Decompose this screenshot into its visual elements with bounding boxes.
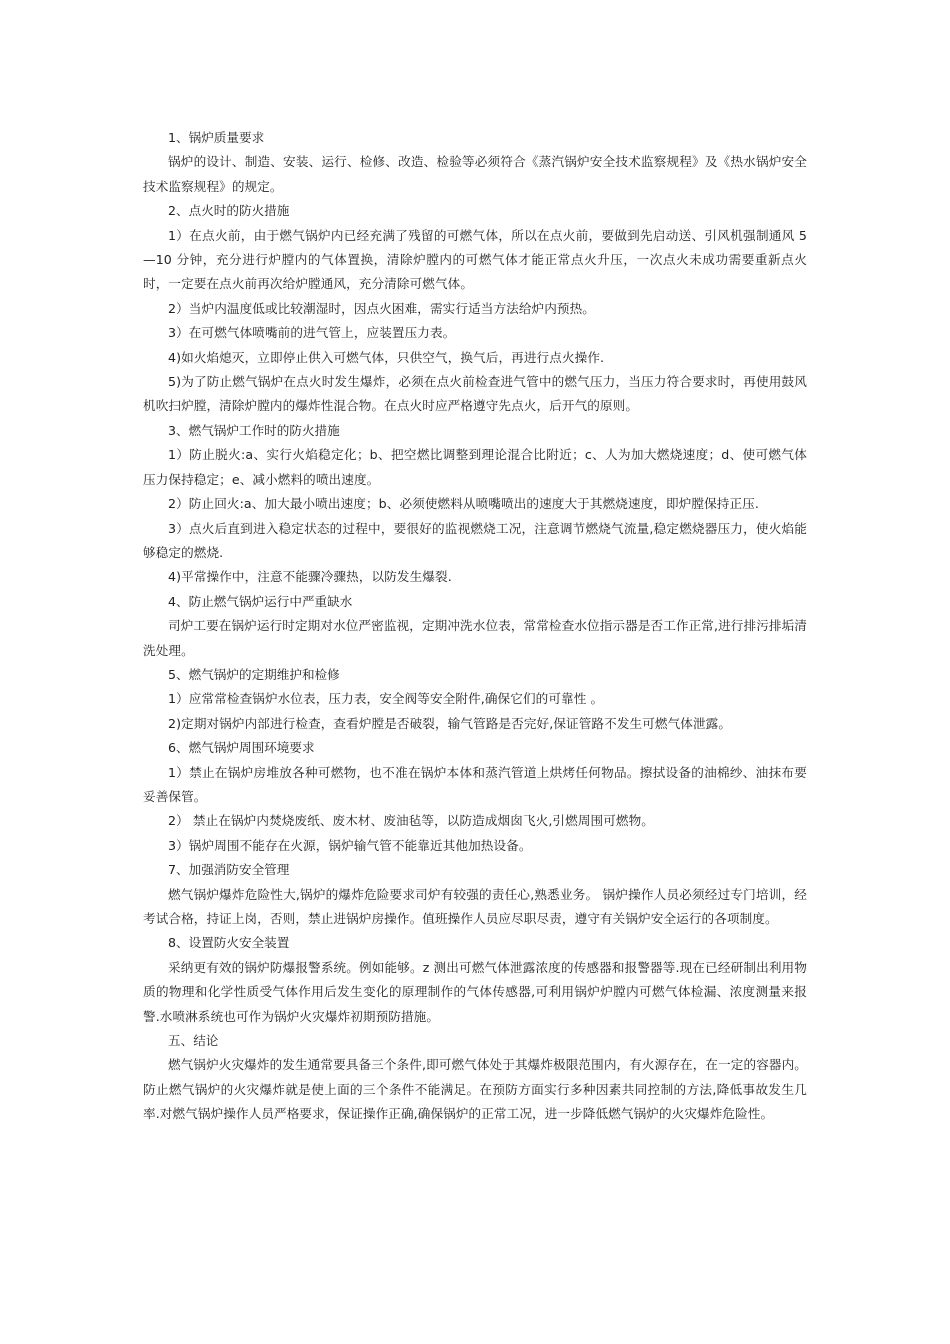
section-heading-boiler-quality: 1、锅炉质量要求 (168, 130, 265, 145)
section-heading-conclusion: 五、结论 (168, 1033, 219, 1049)
paragraph-fire-management: 燃气锅炉爆炸危险性大,锅炉的爆炸危险要求司炉有较强的责任心,熟悉业务。 锅炉操作人员必须经过专门培训，经考试合格，持证上岗，否则，禁止进锅炉房操作。值班操作人员应尽职尽责，遵守有关锅炉安全运行的各项制度。 (143, 886, 807, 926)
document-body (143, 126, 807, 1127)
section-heading-water-shortage: 4、防止燃气锅炉运行中严重缺水 (168, 593, 353, 609)
paragraph-safety-devices: 采纳更有效的锅炉防爆报警系统。例如能够。z 测出可燃气体泄露浓度的传感器和报警器等.现在已经研制出利用物质的物理和化学性质受气体作用后发生变化的原理制作的气体传感器,可利用锅炉炉膛内可燃气体检漏、浓度测量来报警.水喷淋系统也可作为锅炉火灾爆炸初期预防措施。 (143, 959, 807, 1024)
paragraph-conclusion: 燃气锅炉火灾爆炸的发生通常要具备三个条件,即可燃气体处于其爆炸极限范围内，有火源存在，在一定的容器内。防止燃气锅炉的火灾爆炸就是使上面的三个条件不能满足。在预防方面实行多种因素共同控制的方法,降低事故发生几率.对燃气锅炉操作人员严格要求，保证操作正确,确保锅炉的正常工况，进一步降低燃气锅炉的火灾爆炸危险性。 (143, 1057, 807, 1122)
section-heading-fire-management: 7、加强消防安全管理 (168, 862, 290, 878)
paragraph-environment-1: 1）禁止在锅炉房堆放各种可燃物，也不准在锅炉本体和蒸汽管道上烘烤任何物品。擦拭设备的油棉纱、油抹布要妥善保管。 (143, 764, 807, 804)
paragraph-maintenance-1: 1）应常常检查锅炉水位表，压力表，安全阀等安全附件,确保它们的可靠性 。 (168, 691, 604, 707)
section-heading-environment: 6、燃气锅炉周围环境要求 (168, 740, 315, 756)
paragraph-ignition-3: 3）在可燃气体喷嘴前的进气管上，应装置压力表。 (168, 325, 456, 341)
paragraph-ignition-5: 5)为了防止燃气锅炉在点火时发生爆炸，必须在点火前检查进气管中的燃气压力，当压力符合要求时，再使用鼓风机吹扫炉膛，清除炉膛内的爆炸性混合物。在点火时应严格遵守先点火，后开气的原则。 (143, 374, 807, 414)
section-heading-maintenance: 5、燃气锅炉的定期维护和检修 (168, 666, 340, 682)
paragraph-operation-3: 3）点火后直到进入稳定状态的过程中，要很好的监视燃烧工况，注意调节燃烧气流量,稳定燃烧器压力，使火焰能够稳定的燃烧. (143, 520, 807, 560)
paragraph-ignition-4: 4)如火焰熄灭，立即停止供入可燃气体，只供空气，换气后，再进行点火操作. (168, 349, 605, 365)
paragraph-operation-4: 4)平常操作中，注意不能骤冷骤热，以防发生爆裂. (168, 569, 452, 585)
section-heading-ignition: 2、点火时的防火措施 (168, 203, 290, 219)
paragraph-maintenance-2: 2)定期对锅炉内部进行检查，查看炉膛是否破裂，输气管路是否完好,保证管路不发生可燃气体泄露。 (168, 715, 732, 731)
paragraph-operation-1: 1）防止脱火:a、实行火焰稳定化；b、把空燃比调整到理论混合比附近；c、人为加大燃烧速度；d、使可燃气体压力保持稳定；e、减小燃料的喷出速度。 (143, 447, 807, 487)
paragraph-boiler-quality: 锅炉的设计、制造、安装、运行、检修、改造、检验等必须符合《蒸汽锅炉安全技术监察规程》及《热水锅炉安全技术监察规程》的规定。 (143, 154, 807, 194)
paragraph-water-shortage: 司炉工要在锅炉运行时定期对水位严密监视，定期冲洗水位表，常常检查水位指示器是否工作正常,进行排污排垢清洗处理。 (143, 618, 807, 658)
paragraph-environment-3: 3）锅炉周围不能存在火源，锅炉输气管不能靠近其他加热设备。 (168, 837, 532, 853)
paragraph-operation-2: 2）防止回火:a、加大最小喷出速度；b、必须使燃料从喷嘴喷出的速度大于其燃烧速度，即炉膛保持正压. (168, 496, 759, 512)
section-heading-operation: 3、燃气锅炉工作时的防火措施 (168, 422, 340, 438)
paragraph-ignition-1: 1）在点火前，由于燃气锅炉内已经充满了残留的可燃气体，所以在点火前，要做到先启动送、引风机强制通风 5—10 分钟，充分进行炉膛内的气体置换，清除炉膛内的可燃气体才能正常点火升压，一次点火未成功需要重新点火时，一定要在点火前再次给炉膛通风，充分清除可燃气体。 (143, 227, 807, 292)
paragraph-environment-2: 2） 禁止在锅炉内焚烧废纸、废木材、废油毡等，以防造成烟囱飞火,引燃周围可燃物。 (168, 813, 654, 829)
paragraph-ignition-2: 2）当炉内温度低或比较潮湿时，因点火困难，需实行适当方法给炉内预热。 (168, 300, 596, 316)
section-heading-safety-devices: 8、设置防火安全装置 (168, 935, 290, 951)
